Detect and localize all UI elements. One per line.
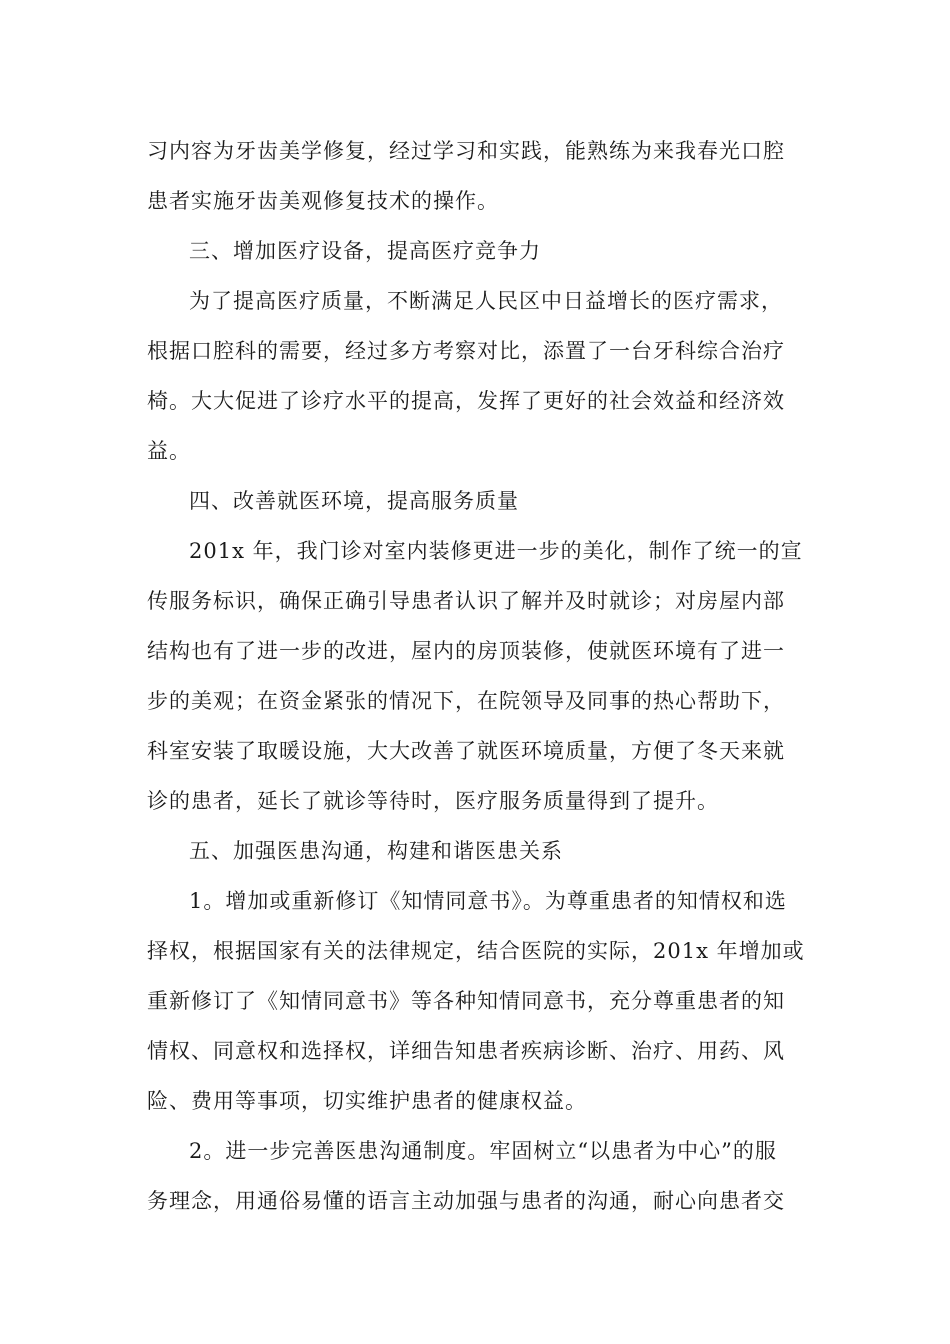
text-line: 务理念，用通俗易懂的语言主动加强与患者的沟通，耐心向患者交 (147, 1189, 785, 1213)
section-heading: 四、改善就医环境，提高服务质量 (189, 489, 519, 513)
text-line: 情权、同意权和选择权，详细告知患者疾病诊断、治疗、用药、风 (147, 1039, 785, 1063)
text-line: 步的美观；在资金紧张的情况下，在院领导及同事的热心帮助下， (147, 689, 785, 713)
text-line: 择权，根据国家有关的法律规定，结合医院的实际，201x 年增加或 (147, 939, 805, 963)
text-line: 椅。大大促进了诊疗水平的提高，发挥了更好的社会效益和经济效 (147, 389, 785, 413)
text-line: 根据口腔科的需要，经过多方考察对比，添置了一台牙科综合治疗 (147, 339, 785, 363)
text-line: 患者实施牙齿美观修复技术的操作。 (147, 189, 499, 213)
text-line: 科室安装了取暖设施，大大改善了就医环境质量，方便了冬天来就 (147, 739, 785, 763)
text-line: 201x 年，我门诊对室内装修更进一步的美化，制作了统一的宣 (189, 539, 803, 563)
text-line: 险、费用等事项，切实维护患者的健康权益。 (147, 1089, 587, 1113)
text-line: 1。增加或重新修订《知情同意书》。为尊重患者的知情权和选 (189, 889, 787, 913)
section-heading: 三、增加医疗设备，提高医疗竞争力 (189, 239, 541, 263)
text-line: 2。进一步完善医患沟通制度。牢固树立“以患者为中心”的服 (189, 1139, 777, 1163)
text-line: 结构也有了进一步的改进，屋内的房顶装修，使就医环境有了进一 (147, 639, 785, 663)
text-line: 重新修订了《知情同意书》等各种知情同意书，充分尊重患者的知 (147, 989, 785, 1013)
text-line: 习内容为牙齿美学修复，经过学习和实践，能熟练为来我春光口腔 (147, 139, 785, 163)
text-line: 为了提高医疗质量，不断满足人民区中日益增长的医疗需求， (189, 289, 783, 313)
text-line: 传服务标识，确保正确引导患者认识了解并及时就诊；对房屋内部 (147, 589, 785, 613)
text-line: 诊的患者，延长了就诊等待时，医疗服务质量得到了提升。 (147, 789, 719, 813)
text-line: 益。 (147, 439, 191, 463)
section-heading: 五、加强医患沟通，构建和谐医患关系 (189, 839, 563, 863)
